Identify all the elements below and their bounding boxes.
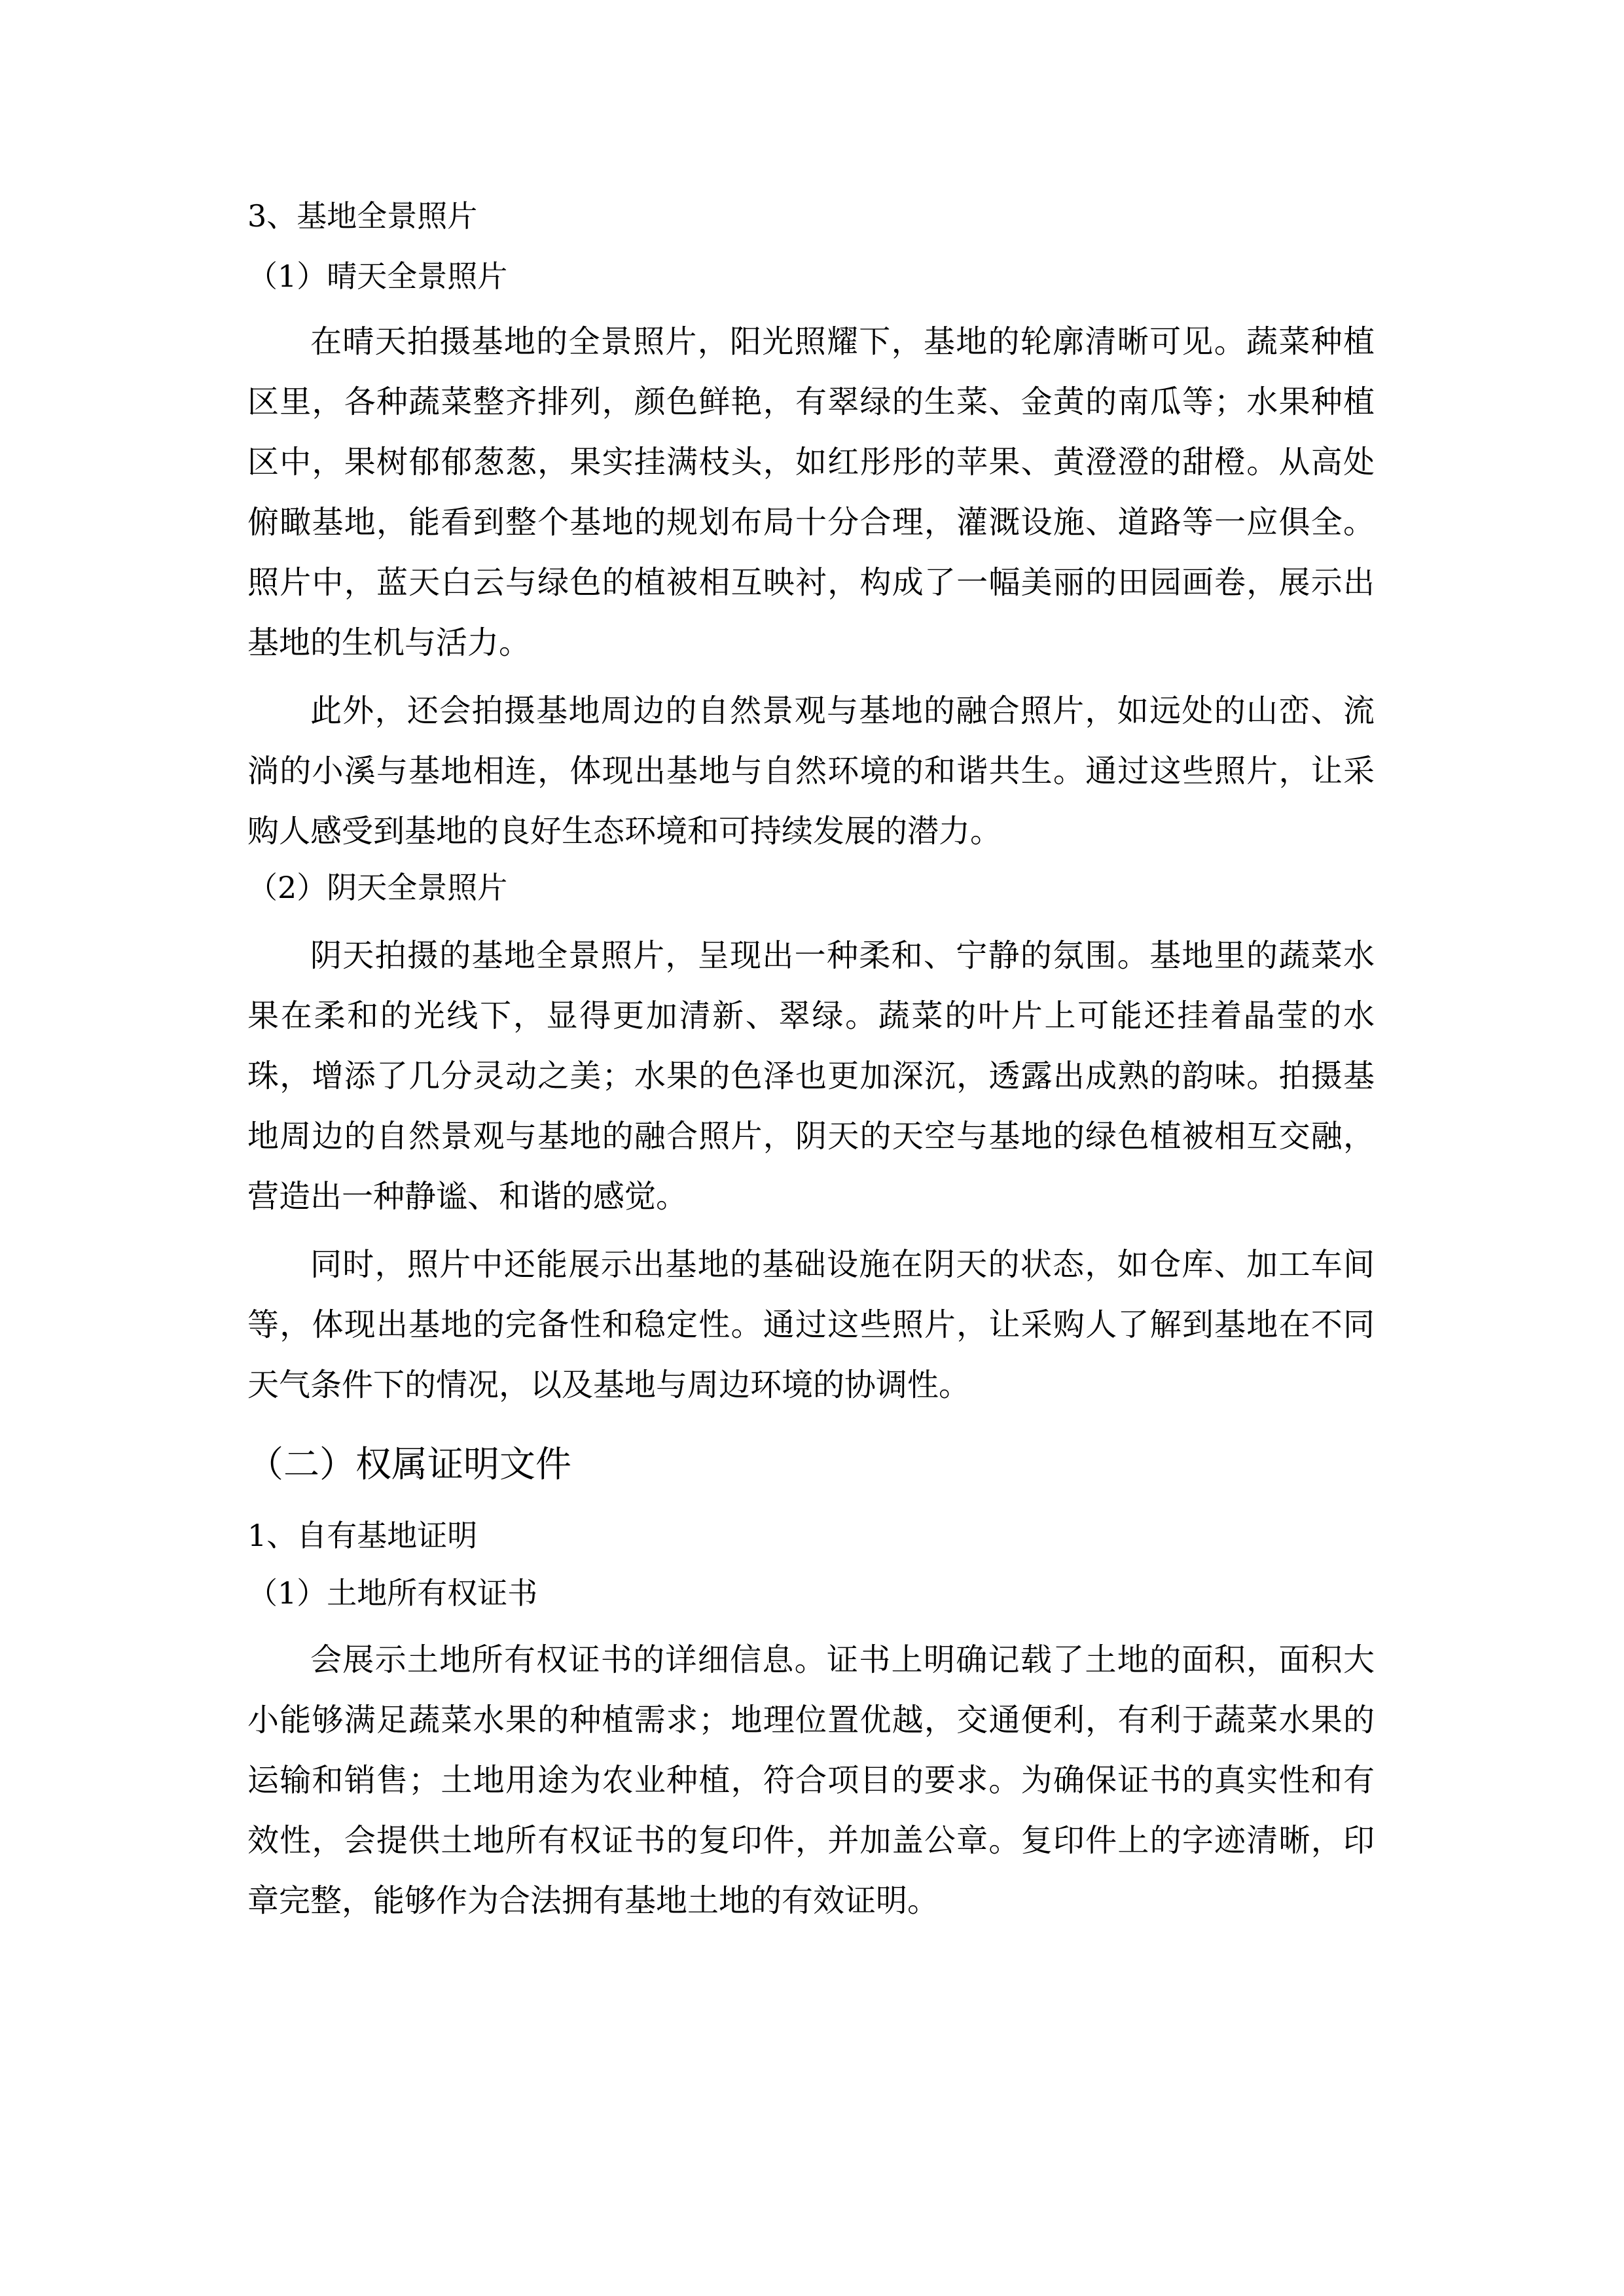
cloudy-paragraph-2: 同时，照片中还能展示出基地的基础设施在阴天的状态，如仓库、加工车间等，体现出基地的完备性和稳定性。通过这些照片，让采购人了解到基地在不同天气条件下的情况，以及基地与周边环境的协调性。 bbox=[247, 1246, 1375, 1403]
section-3-title: 3、基地全景照片 bbox=[247, 198, 478, 234]
sunny-paragraph-1: 在晴天拍摄基地的全景照片，阳光照耀下，基地的轮廓清晰可见。蔬菜种植区里，各种蔬菜整齐排列，颜色鲜艳，有翠绿的生菜、金黄的南瓜等；水果种植区中，果树郁郁葱葱，果实挂满枝头，如红彤彤的苹果、黄澄澄的甜橙。从高处俯瞰基地，能看到整个基地的规划布局十分合理，灌溉设施、道路等一应俱全。照片中，蓝天白云与绿色的植被相互映衬，构成了一幅美丽的田园画卷，展示出基地的生机与活力。 bbox=[247, 323, 1375, 661]
cloudy-paragraph-1: 阴天拍摄的基地全景照片，呈现出一种柔和、宁静的氛围。基地里的蔬菜水果在柔和的光线下，显得更加清新、翠绿。蔬菜的叶片上可能还挂着晶莹的水珠，增添了几分灵动之美；水果的色泽也更加深沉，透露出成熟的韵味。拍摄基地周边的自然景观与基地的融合照片，阴天的天空与基地的绿色植被相互交融，营造出一种静谧、和谐的感觉。 bbox=[247, 937, 1375, 1215]
sunny-paragraph-2: 此外，还会拍摄基地周边的自然景观与基地的融合照片，如远处的山峦、流淌的小溪与基地相连，体现出基地与自然环境的和谐共生。通过这些照片，让采购人感受到基地的良好生态环境和可持续发展的潜力。 bbox=[247, 692, 1375, 850]
own-base-proof-title: 1、自有基地证明 bbox=[247, 1518, 478, 1553]
sunny-panorama-title: （1）晴天全景照片 bbox=[247, 259, 508, 294]
land-ownership-cert-title: （1）土地所有权证书 bbox=[247, 1575, 538, 1611]
ownership-documents-title: （二）权属证明文件 bbox=[247, 1443, 572, 1485]
cloudy-panorama-title: （2）阴天全景照片 bbox=[247, 870, 508, 905]
document-body bbox=[247, 196, 1375, 1931]
land-cert-paragraph: 会展示土地所有权证书的详细信息。证书上明确记载了土地的面积，面积大小能够满足蔬菜水果的种植需求；地理位置优越，交通便利，有利于蔬菜水果的运输和销售；土地用途为农业种植，符合项目的要求。为确保证书的真实性和有效性，会提供土地所有权证书的复印件，并加盖公章。复印件上的字迹清晰，印章完整，能够作为合法拥有基地土地的有效证明。 bbox=[247, 1641, 1375, 1919]
